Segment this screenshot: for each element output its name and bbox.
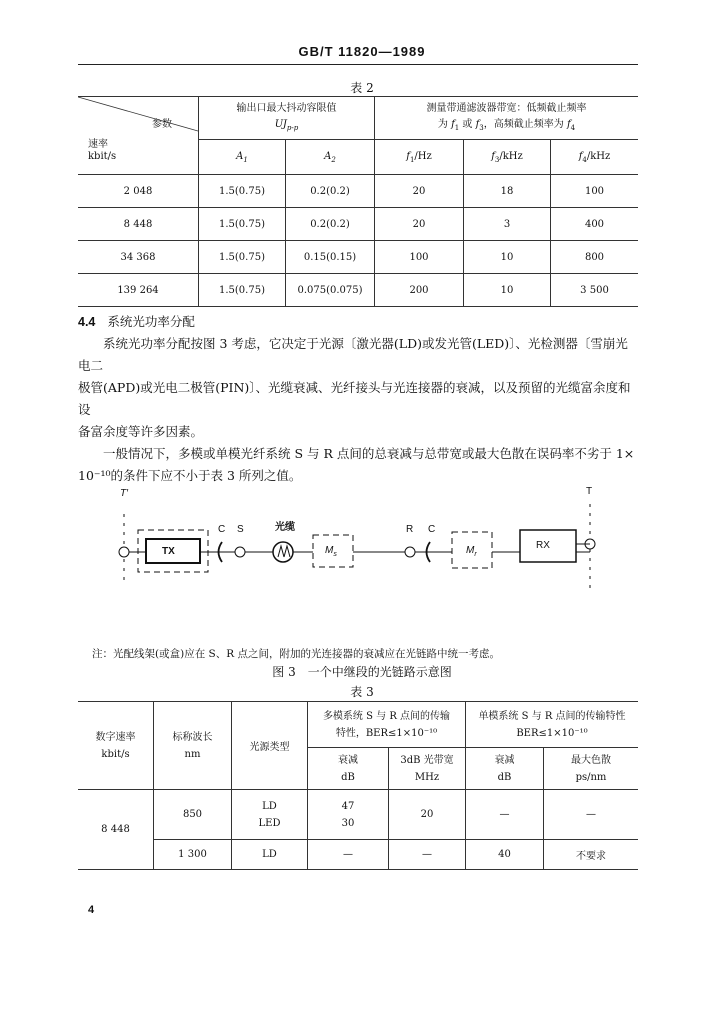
tprime-label: T′	[120, 488, 128, 499]
cell: 20	[375, 175, 464, 208]
table-row	[78, 241, 638, 274]
header-rule	[78, 64, 638, 65]
src-ld: LD	[262, 800, 277, 812]
table2-group1-header	[199, 97, 375, 140]
cell: 400	[551, 208, 639, 241]
tprime-point	[119, 547, 129, 557]
para2-line2: 10⁻¹⁰的条件下应不小于表 3 所列之值。	[78, 468, 302, 483]
cell: 1.5(0.75)	[199, 175, 286, 208]
sub-disp	[544, 748, 639, 790]
c1-label: C	[218, 524, 226, 535]
sub-att1	[308, 748, 389, 790]
sub-att1-text: 衰减	[338, 754, 358, 766]
table-row	[78, 208, 638, 241]
h-wl-1: 标称波长	[172, 731, 213, 743]
sub-att2	[466, 748, 544, 790]
cell-att-1	[308, 790, 389, 840]
table2-caption: 表 2	[350, 81, 374, 95]
sub-disp-text: 最大色散	[571, 754, 611, 766]
cell-sm-att-2: 40	[466, 840, 544, 870]
cell-wl-1300: 1 300	[154, 840, 232, 870]
h-rate-2: kbit/s	[101, 748, 130, 760]
h-rate-1: 数字速率	[95, 731, 136, 743]
cell: 1.5(0.75)	[199, 241, 286, 274]
cell: 200	[375, 274, 464, 307]
cell: 1.5(0.75)	[199, 274, 286, 307]
cable-label: 光缆	[275, 522, 295, 533]
s-point	[235, 547, 245, 557]
sub-bw-text: 3dB 光带宽	[400, 754, 454, 766]
col-f4: $f_4$/kHz	[551, 140, 639, 175]
cell: 0.075(0.075)	[286, 274, 375, 307]
c2-label: C	[428, 524, 436, 535]
cell: 0.2(0.2)	[286, 175, 375, 208]
group1-line2: $UJ_{p-p}$	[274, 118, 299, 132]
page-number: 4	[88, 904, 95, 916]
cell-src-2: LD	[232, 840, 308, 870]
cell: 18	[464, 175, 551, 208]
section-number: 4.4	[78, 315, 96, 329]
figure3-note: 注：光配线架(或盒)应在 S、R 点之间，附加的光连接器的衰减应在光链路中统一考虑。	[92, 648, 500, 660]
t-label: T	[586, 486, 593, 497]
group1-line1: 输出口最大抖动容限值	[236, 102, 337, 114]
h-sm-1: 单模系统 S 与 R 点间的传输特性	[478, 710, 626, 722]
corner-rate-label: 速率	[88, 139, 108, 150]
ms-label: $M_s$	[325, 545, 337, 558]
section-title: 系统光功率分配	[107, 314, 195, 329]
sub-att2-text: 衰减	[494, 754, 515, 766]
cell: 10	[464, 274, 551, 307]
r-point	[405, 547, 415, 557]
sub-bw-unit: MHz	[414, 771, 440, 783]
table-row	[78, 790, 638, 840]
cell: 20	[375, 208, 464, 241]
table2-group2-header	[375, 97, 639, 140]
cell: 3	[464, 208, 551, 241]
h-wavelength	[154, 702, 232, 790]
figure3-caption: 图 3 一个中继段的光链路示意图	[272, 665, 452, 679]
cell-bw-1: 20	[389, 790, 466, 840]
table-3	[78, 701, 638, 870]
h-wl-2: nm	[184, 748, 201, 760]
h-mm-2: 特性，BER≤1×10⁻¹⁰	[335, 727, 438, 739]
cell: 10	[464, 241, 551, 274]
table-row	[78, 175, 638, 208]
cell: 0.15(0.15)	[286, 241, 375, 274]
cell: 100	[551, 175, 639, 208]
rx-label: RX	[536, 540, 550, 551]
cell-rate: 8 448	[78, 790, 154, 870]
cell-sm-disp-1: —	[544, 790, 639, 840]
cell-sm-disp-2: 不要求	[544, 840, 639, 870]
sub-bw	[389, 748, 466, 790]
cell: 1.5(0.75)	[199, 208, 286, 241]
para1-line3: 备富余度等许多因素。	[78, 424, 204, 439]
cell: 3 500	[551, 274, 639, 307]
table3-caption: 表 3	[350, 685, 374, 699]
cell: 34 368	[78, 241, 199, 274]
h-multimode	[308, 702, 466, 748]
cell: 2 048	[78, 175, 199, 208]
para2-line1: 一般情况下，多模或单模光纤系统 S 与 R 点间的总衰减与总带宽或最大色散在误码率不劣于 1×	[103, 446, 635, 461]
col-f1: $f_1/Hz$	[375, 140, 464, 175]
att-led: 30	[341, 817, 355, 829]
group2-line2: 为 $f_1$ 或 $f_3$，高频截止频率为 $f_4$	[437, 118, 576, 132]
col-a2: $A_2$	[286, 140, 375, 175]
corner-unit-label: kbit/s	[88, 151, 117, 162]
section-heading	[78, 311, 638, 333]
cell-sm-att-1: —	[466, 790, 544, 840]
mr-label: $M_r$	[466, 545, 477, 558]
sub-disp-unit: ps/nm	[575, 771, 607, 783]
section-4-4	[78, 311, 638, 487]
h-rate	[78, 702, 154, 790]
col-f3: $f_3$/kHz	[464, 140, 551, 175]
sub-att2-unit: dB	[497, 771, 512, 783]
cell: 0.2(0.2)	[286, 208, 375, 241]
col-a1: $A_1$	[199, 140, 286, 175]
h-singlemode	[466, 702, 639, 748]
tx-label: TX	[162, 546, 175, 557]
para1-line1: 系统光功率分配按图 3 考虑，它决定于光源〔激光器(LD)或发光管(LED)〕、光检测器〔雪崩光电二	[78, 336, 628, 373]
table-2	[78, 96, 638, 307]
table-row	[78, 840, 638, 870]
h-mm-1: 多模系统 S 与 R 点间的传输	[322, 710, 451, 722]
cell: 100	[375, 241, 464, 274]
h-sm-2: BER≤1×10⁻¹⁰	[516, 727, 588, 739]
group2-line1: 测量带通滤波器带宽：低频截止频率	[426, 102, 587, 114]
s-label: S	[237, 524, 244, 535]
src-led: LED	[258, 817, 281, 829]
sub-att1-unit: dB	[341, 771, 355, 783]
cell-src-1	[232, 790, 308, 840]
cell: 8 448	[78, 208, 199, 241]
page-header: GB/T 11820—1989	[298, 44, 426, 59]
cell: 800	[551, 241, 639, 274]
table2-corner-cell	[78, 97, 199, 175]
r-label: R	[406, 524, 414, 535]
h-source: 光源类型	[232, 702, 308, 790]
table-row	[78, 274, 638, 307]
para1-line2: 极管(APD)或光电二极管(PIN)〕、光缆衰减、光纤接头与光连接器的衰减，以及预留的光缆富余度和设	[78, 380, 631, 417]
cell-att-2: —	[308, 840, 389, 870]
corner-param-label: 参数	[152, 119, 172, 130]
att-ld: 47	[341, 800, 355, 812]
cell-wl-850: 850	[154, 790, 232, 840]
cell-bw-2: —	[389, 840, 466, 870]
cell: 139 264	[78, 274, 199, 307]
